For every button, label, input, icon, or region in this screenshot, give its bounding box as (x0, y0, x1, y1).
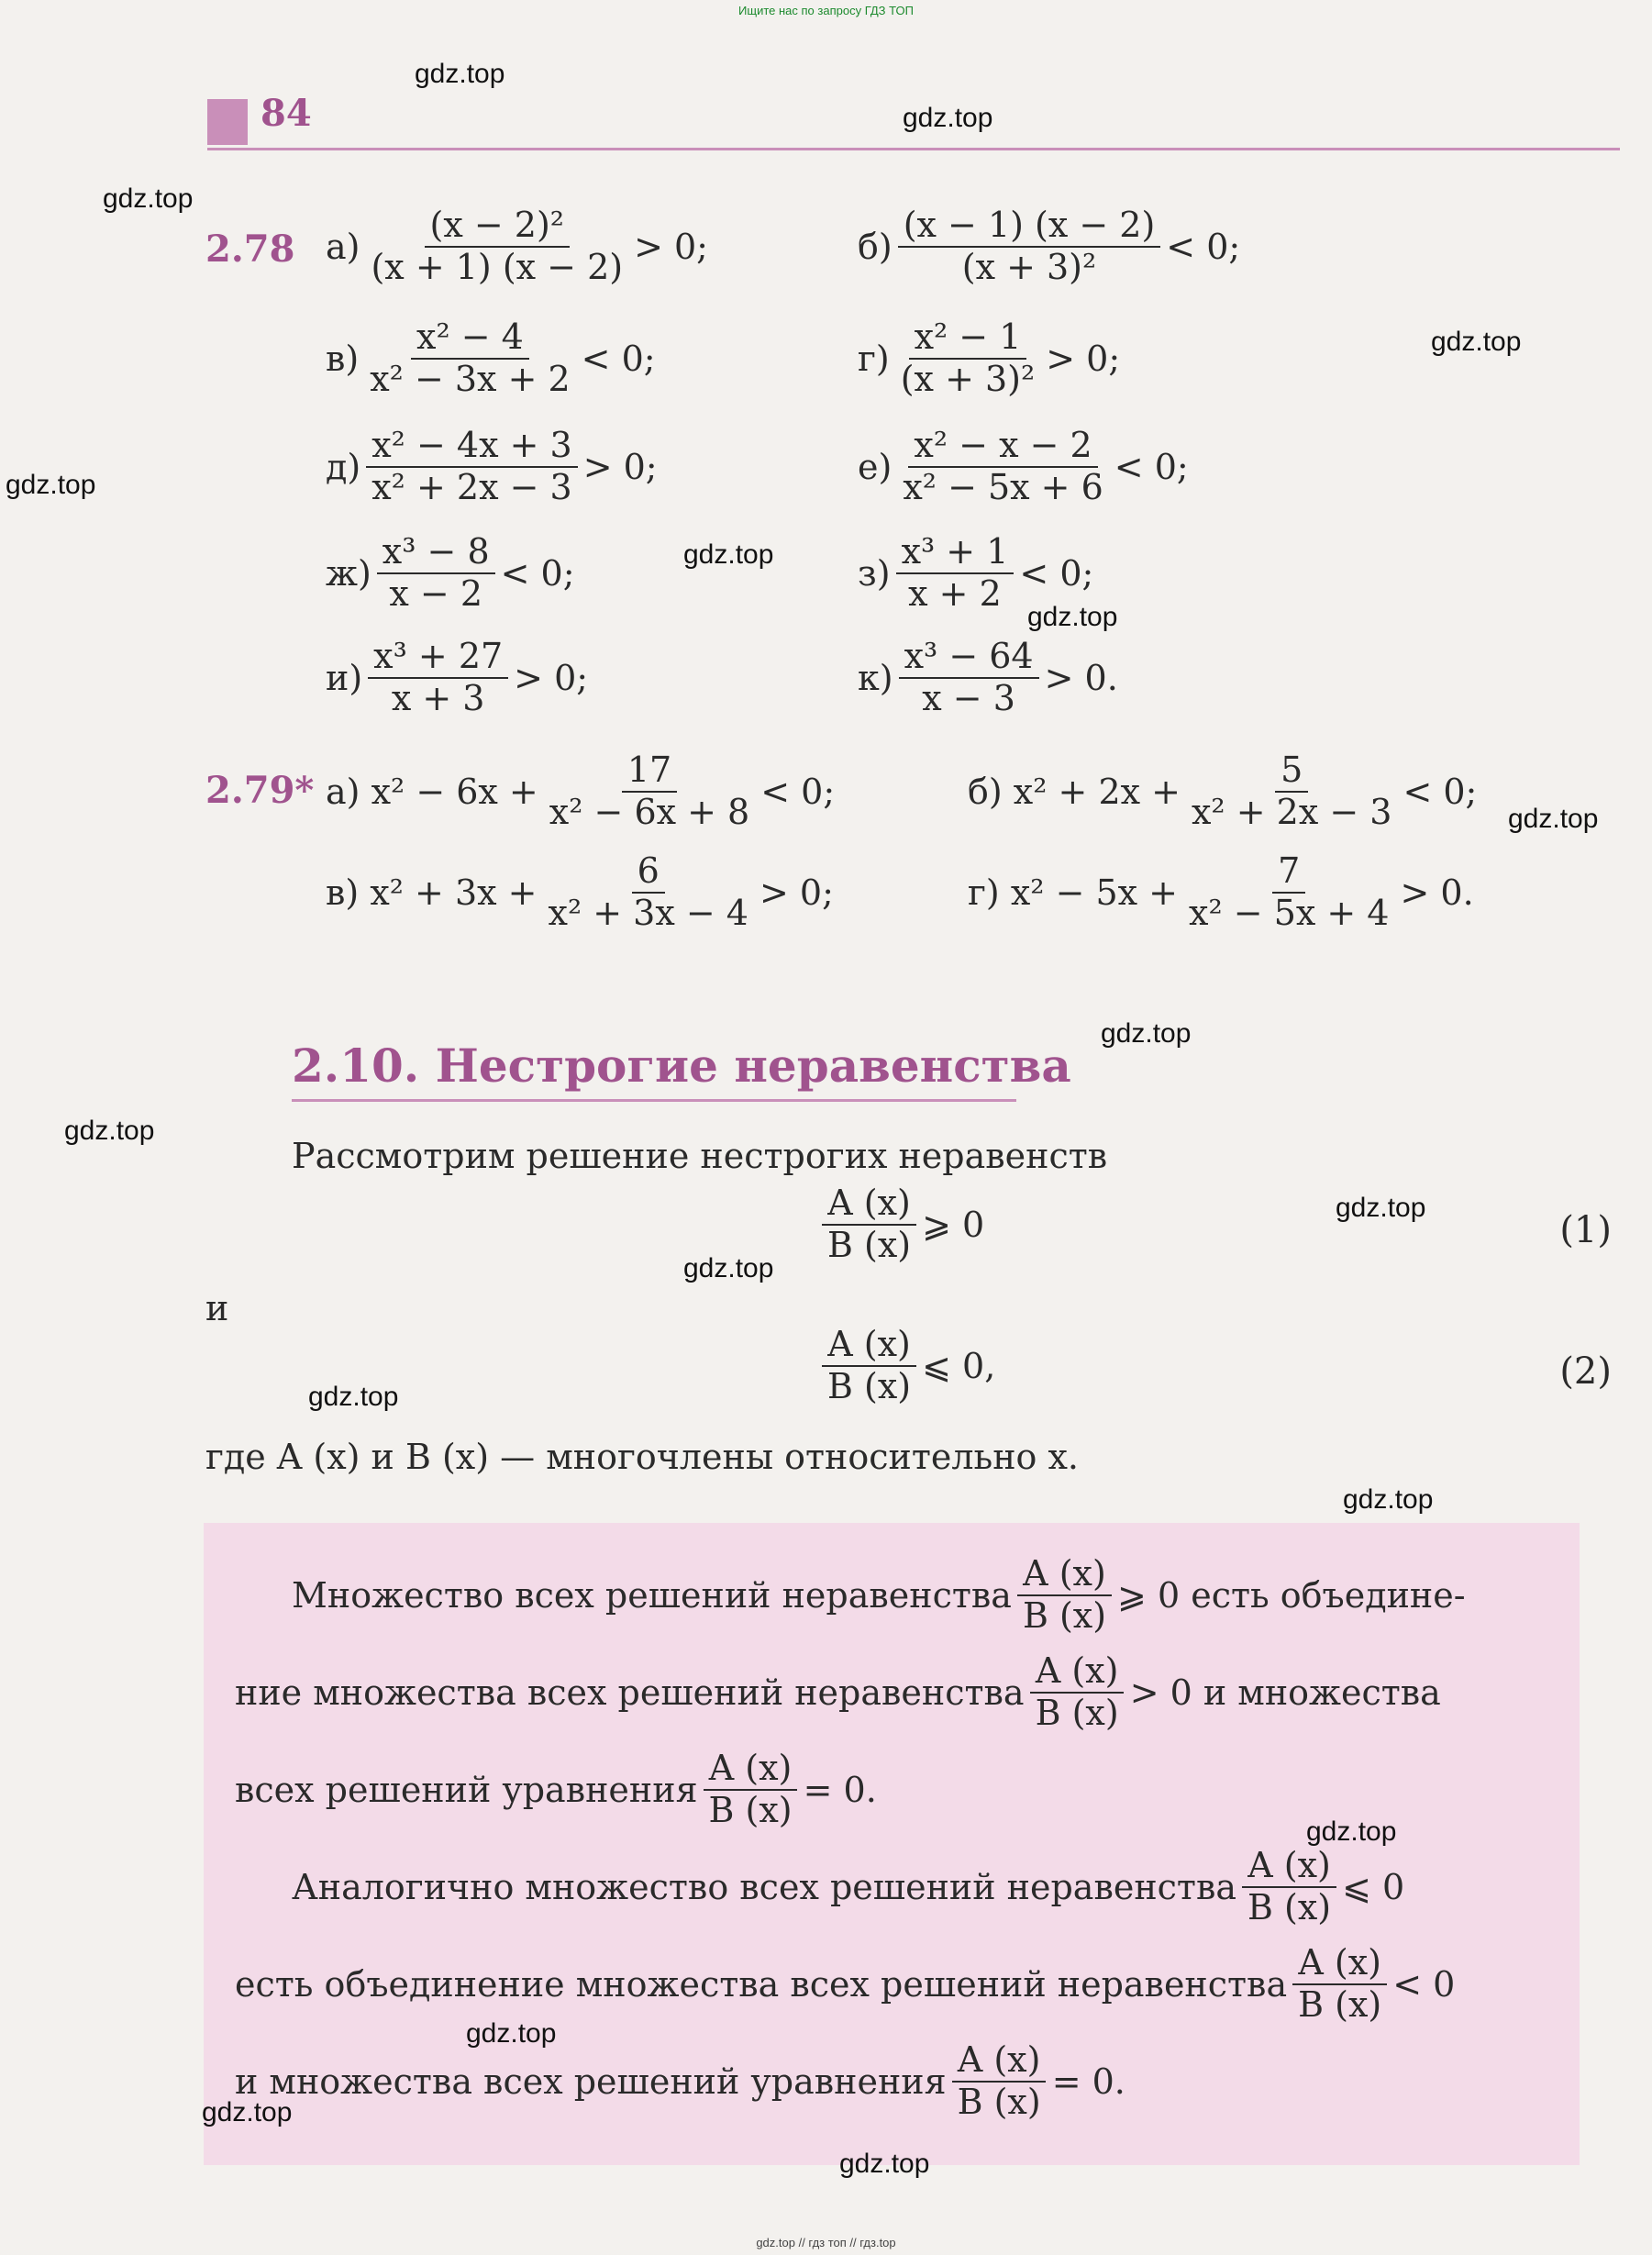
fraction: $\frac{\text{x³ − 8}}{x - 2}$ (377, 532, 495, 614)
intro-text: Рассмотрим решение нестрогих неравенств (292, 1136, 1108, 1176)
fraction: $\frac{A (x)}{B (x)}$ (1292, 1943, 1387, 2025)
exercise-item: в) x² + 3x + $\frac{6}{\text{x² + 3x − 4}}$ > 0; (326, 850, 834, 933)
watermark: gdz.top (202, 2097, 293, 2127)
definition-line: ние множества всех решений неравенства $\frac{A (x)}{B (x)}$ > 0 и множества (235, 1650, 1441, 1733)
exercise-number: 2.79* (205, 769, 315, 812)
watermark: gdz.top (903, 103, 993, 133)
watermark: gdz.top (839, 2149, 930, 2179)
watermark: gdz.top (1101, 1018, 1192, 1049)
watermark: gdz.top (308, 1382, 399, 1412)
fraction: $\frac{A (x)}{B (x)}$ (1242, 1846, 1336, 1927)
exercise-item: ж) $\frac{\text{x³ − 8}}{x - 2}$ < 0; (326, 531, 575, 614)
watermark: gdz.top (1336, 1193, 1426, 1223)
page-number: 84 (261, 92, 312, 135)
fraction: $\frac{17}{\text{x² − 6x + 8}}$ (549, 750, 750, 832)
watermark: gdz.top (1343, 1484, 1434, 1515)
equation-label: (1) (1559, 1209, 1612, 1251)
bottom-note: gdz.top // гдз топ // гдз.top (756, 2236, 896, 2249)
equation-2: $\frac{A (x)}{B (x)}$ ⩽ 0, (816, 1325, 995, 1406)
section-rule (292, 1099, 1016, 1102)
definition-line: есть объединение множества всех решений неравенства $\frac{A (x)}{B (x)}$ < 0 (235, 1942, 1456, 2025)
definition-line: Множество всех решений неравенства $\frac{A (x)}{B (x)}$ ⩾ 0 есть объедине- (292, 1553, 1466, 1636)
top-note: Ищите нас по запросу ГДЗ ТОП (738, 4, 914, 17)
header-rule (207, 148, 1620, 150)
watermark: gdz.top (683, 539, 774, 570)
watermark: gdz.top (1508, 804, 1599, 834)
fraction: $\frac{A (x)}{B (x)}$ (704, 1749, 798, 1830)
watermark: gdz.top (683, 1253, 774, 1283)
fraction: $\frac{\text{x² − 4x + 3}}{\text{x² + 2x − 3}}$ (366, 426, 577, 507)
exercise-item: з) $\frac{\text{x³ + 1}}{x + 2}$ < 0; (858, 531, 1094, 614)
fraction: $\frac{A (x)}{B (x)}$ (822, 1183, 916, 1265)
fraction: $\frac{5}{\text{x² + 2x − 3}}$ (1192, 750, 1392, 832)
fraction: $\frac{\text{x³ + 27}}{x + 3}$ (368, 637, 508, 718)
watermark: gdz.top (103, 183, 194, 214)
header-marker (207, 99, 248, 145)
definition-line: и множества всех решений уравнения $\frac{A (x)}{B (x)}$ = 0. (235, 2039, 1125, 2122)
fraction: $\frac{\text{(x − 2)²}}{(x + 1) (x - 2)}$ (371, 205, 624, 287)
exercise-number: 2.78 (205, 228, 295, 271)
section-title: 2.10. Нестрогие неравенства (292, 1039, 1071, 1093)
exercise-item: и) $\frac{\text{x³ + 27}}{x + 3}$ > 0; (326, 636, 589, 718)
exercise-item: в) $\frac{\text{x² − 4}}{\text{x² − 3x + 2}}$ < 0; (326, 317, 656, 399)
watermark: gdz.top (466, 2018, 557, 2049)
equation-1: $\frac{A (x)}{B (x)}$ ⩾ 0 (816, 1183, 984, 1265)
exercise-item: б) $\frac{(x - 1) (x - 2)}{\text{(x + 3)²}}$ < 0; (858, 205, 1241, 287)
where-text: где A (x) и B (x) — многочлены относительно x. (205, 1437, 1080, 1477)
fraction: $\frac{A (x)}{B (x)}$ (1017, 1554, 1112, 1636)
fraction: $\frac{7}{\text{x² − 5x + 4}}$ (1189, 850, 1390, 933)
fraction: $\frac{(x - 1) (x - 2)}{\text{(x + 3)²}}$ (898, 206, 1161, 287)
exercise-item: г) x² − 5x + $\frac{7}{\text{x² − 5x + 4}}$ > 0. (968, 850, 1474, 933)
watermark: gdz.top (415, 59, 505, 89)
fraction: $\frac{A (x)}{B (x)}$ (1030, 1651, 1125, 1733)
equation-label: (2) (1559, 1350, 1612, 1393)
definition-line: всех решений уравнения $\frac{A (x)}{B (x)}$ = 0. (235, 1748, 877, 1830)
exercise-item: а) x² − 6x + $\frac{17}{\text{x² − 6x + 8}}$ < 0; (326, 750, 836, 832)
exercise-item: а) $\frac{\text{(x − 2)²}}{(x + 1) (x - 2)}$ > 0; (326, 205, 708, 287)
fraction: $\frac{\text{x² − 1}}{\text{(x + 3)²}}$ (900, 317, 1036, 399)
fraction: $\frac{A (x)}{B (x)}$ (952, 2040, 1047, 2122)
exercise-item: к) $\frac{\text{x³ − 64}}{x - 3}$ > 0. (858, 636, 1118, 718)
fraction: $\frac{\text{x² − 4}}{\text{x² − 3x + 2}}$ (370, 317, 571, 399)
exercise-item: б) x² + 2x + $\frac{5}{\text{x² + 2x − 3}}$ < 0; (968, 750, 1478, 832)
fraction: $\frac{\text{x² − x − 2}}{\text{x² − 5x + 6}}$ (903, 425, 1103, 507)
fraction: $\frac{A (x)}{B (x)}$ (822, 1325, 916, 1406)
exercise-item: г) $\frac{\text{x² − 1}}{\text{(x + 3)²}}$ > 0; (858, 317, 1121, 399)
watermark: gdz.top (64, 1116, 155, 1146)
fraction: $\frac{\text{x³ + 1}}{x + 2}$ (896, 532, 1014, 614)
watermark: gdz.top (1027, 602, 1118, 632)
and-word: и (205, 1288, 229, 1328)
fraction: $\frac{\text{x³ − 64}}{x - 3}$ (899, 637, 1039, 718)
exercise-item: д) $\frac{\text{x² − 4x + 3}}{\text{x² + 2x − 3}}$ > 0; (326, 425, 658, 507)
watermark: gdz.top (1306, 1816, 1397, 1847)
watermark: gdz.top (6, 470, 96, 500)
exercise-item: е) $\frac{\text{x² − x − 2}}{\text{x² − 5x + 6}}$ < 0; (858, 425, 1189, 507)
fraction: $\frac{6}{\text{x² + 3x − 4}}$ (548, 850, 748, 933)
watermark: gdz.top (1431, 327, 1522, 357)
definition-line: Аналогично множество всех решений неравенства $\frac{A (x)}{B (x)}$ ⩽ 0 (292, 1845, 1405, 1927)
